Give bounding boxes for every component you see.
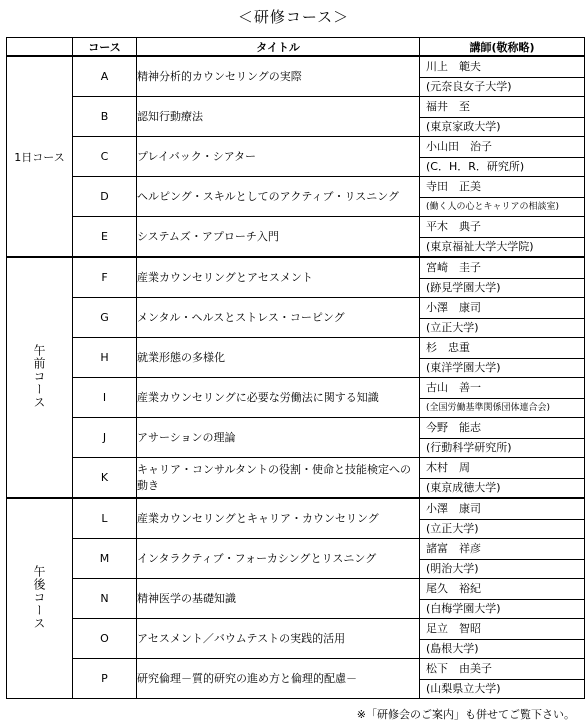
course-group-label: 午前コース (32, 343, 46, 409)
lecturer-affiliation: (C．H．R．研究所) (426, 160, 525, 173)
lecturer-name: 川上 範夫 (420, 57, 584, 78)
table-row (7, 418, 585, 458)
table-row (7, 378, 585, 418)
lecturer-cell (420, 257, 585, 298)
lecturer-name: 杉 忠重 (420, 338, 584, 359)
lecturer-affiliation: (島根大学) (426, 642, 479, 655)
lecturer-name: 尾久 裕紀 (420, 579, 584, 600)
table-row (7, 619, 585, 659)
lecturer-name: 木村 周 (420, 458, 584, 479)
table-row (7, 217, 585, 258)
table-row (7, 539, 585, 579)
lecturer-affiliation: (明治大学) (426, 562, 479, 575)
lecturer-affiliation: (東洋学園大学) (426, 361, 501, 374)
course-title: 精神分析的カウンセリングの実際 (137, 56, 420, 97)
lecturer-affiliation: (元奈良女子大学) (426, 80, 512, 93)
lecturer-affiliation: (東京福祉大学大学院) (426, 240, 534, 253)
course-code: P (73, 659, 137, 699)
course-table (6, 37, 585, 699)
lecturer-name: 今野 能志 (420, 418, 584, 439)
course-group-cell (7, 257, 73, 498)
course-code: O (73, 619, 137, 659)
course-code: N (73, 579, 137, 619)
table-row (7, 338, 585, 378)
course-code: H (73, 338, 137, 378)
lecturer-name: 小澤 康司 (420, 298, 584, 319)
lecturer-affiliation: (立正大学) (426, 522, 479, 535)
lecturer-name: 諸富 祥彦 (420, 539, 584, 560)
lecturer-affiliation: (東京家政大学) (426, 120, 501, 133)
course-title: キャリア・コンサルタントの役割・使命と技能検定への動き (137, 458, 420, 499)
course-title: アサーションの理論 (137, 418, 420, 458)
lecturer-affiliation: (跡見学園大学) (426, 281, 501, 294)
header-group (7, 38, 73, 57)
lecturer-cell (420, 539, 585, 579)
course-title: 精神医学の基礎知識 (137, 579, 420, 619)
course-group-label: 午後コース (32, 564, 46, 630)
course-code: D (73, 177, 137, 217)
course-title: アセスメント／バウムテストの実践的活用 (137, 619, 420, 659)
course-code: E (73, 217, 137, 258)
table-row (7, 97, 585, 137)
course-title: インタラクティブ・フォーカシングとリスニング (137, 539, 420, 579)
lecturer-affiliation: (働く人の心とキャリアの相談室) (426, 202, 560, 212)
lecturer-cell (420, 97, 585, 137)
lecturer-cell (420, 498, 585, 539)
lecturer-name: 古山 善一 (420, 378, 584, 399)
lecturer-cell (420, 217, 585, 258)
table-row (7, 56, 585, 97)
course-title: 産業カウンセリングとアセスメント (137, 257, 420, 298)
course-code: C (73, 137, 137, 177)
table-row (7, 458, 585, 499)
course-group-label: 1日コース (14, 150, 65, 164)
course-code: F (73, 257, 137, 298)
course-code: I (73, 378, 137, 418)
table-header-row (7, 38, 585, 57)
course-title: プレイバック・シアター (137, 137, 420, 177)
course-title: 認知行動療法 (137, 97, 420, 137)
header-lecturer: 講師(敬称略) (420, 38, 585, 57)
lecturer-affiliation: (東京成徳大学) (426, 481, 501, 494)
course-title: 産業カウンセリングに必要な労働法に関する知識 (137, 378, 420, 418)
header-course: コース (73, 38, 137, 57)
lecturer-affiliation: (白梅学園大学) (426, 602, 501, 615)
course-code: B (73, 97, 137, 137)
table-row (7, 257, 585, 298)
lecturer-affiliation: (行動科学研究所) (426, 441, 512, 454)
course-title: 就業形態の多様化 (137, 338, 420, 378)
course-code: M (73, 539, 137, 579)
course-group-cell (7, 498, 73, 699)
course-title: 研究倫理－質的研究の進め方と倫理的配慮－ (137, 659, 420, 699)
lecturer-affiliation: (山梨県立大学) (426, 682, 501, 695)
table-row (7, 579, 585, 619)
lecturer-name: 寺田 正美 (420, 177, 584, 198)
page-title: ＜研修コース＞ (237, 8, 350, 26)
table-row (7, 137, 585, 177)
course-code: A (73, 56, 137, 97)
lecturer-name: 足立 智昭 (420, 619, 584, 640)
lecturer-name: 平木 典子 (420, 217, 584, 238)
table-row (7, 298, 585, 338)
lecturer-name: 福井 至 (420, 97, 584, 118)
course-title: ヘルピング・スキルとしてのアクティブ・リスニング (137, 177, 420, 217)
lecturer-cell (420, 579, 585, 619)
course-title: システムズ・アプローチ入門 (137, 217, 420, 258)
course-title: 産業カウンセリングとキャリア・カウンセリング (137, 498, 420, 539)
table-row (7, 659, 585, 699)
lecturer-cell (420, 659, 585, 699)
lecturer-cell (420, 378, 585, 418)
lecturer-cell (420, 298, 585, 338)
lecturer-cell (420, 338, 585, 378)
course-group-cell (7, 56, 73, 257)
header-title: タイトル (137, 38, 420, 57)
lecturer-cell (420, 418, 585, 458)
lecturer-affiliation: (立正大学) (426, 321, 479, 334)
course-code: L (73, 498, 137, 539)
lecturer-cell (420, 458, 585, 499)
lecturer-name: 小山田 治子 (420, 137, 584, 158)
course-title: メンタル・ヘルスとストレス・コーピング (137, 298, 420, 338)
lecturer-cell (420, 56, 585, 97)
footnote: ※「研修会のご案内」も併せてご覧下さい。 (356, 708, 575, 721)
lecturer-cell (420, 177, 585, 217)
course-code: G (73, 298, 137, 338)
lecturer-cell (420, 619, 585, 659)
course-code: K (73, 458, 137, 499)
course-table-body (7, 56, 585, 699)
lecturer-name: 宮崎 圭子 (420, 258, 584, 279)
lecturer-affiliation: (全国労働基準関係団体連合会) (426, 403, 551, 413)
course-code: J (73, 418, 137, 458)
lecturer-cell (420, 137, 585, 177)
table-row (7, 177, 585, 217)
table-row (7, 498, 585, 539)
lecturer-name: 松下 由美子 (420, 659, 584, 680)
lecturer-name: 小澤 康司 (420, 499, 584, 520)
